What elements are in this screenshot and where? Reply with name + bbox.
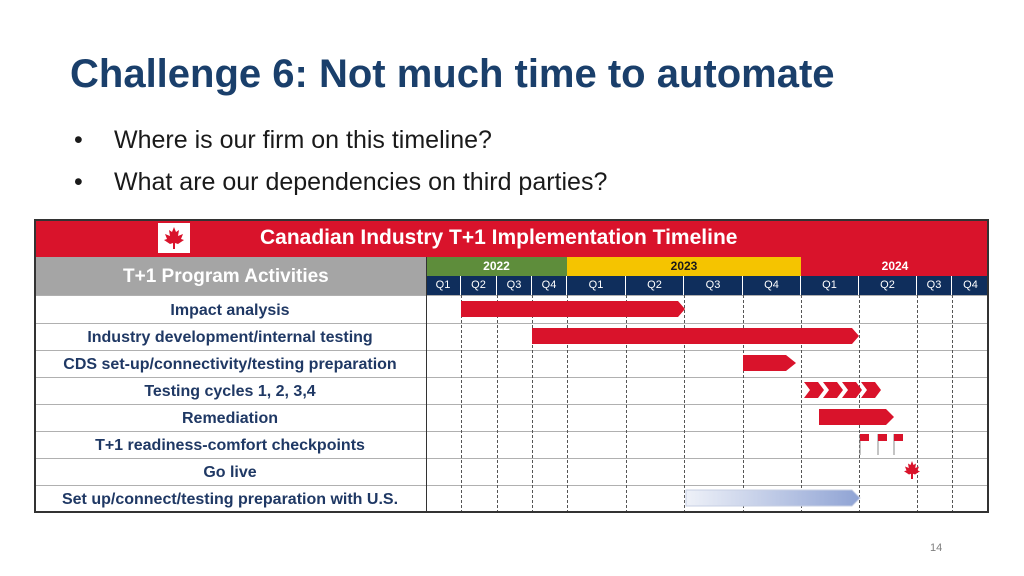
bullet-item [74, 124, 607, 166]
activity-label: Impact analysis [170, 302, 290, 319]
activity-label: T+1 readiness-comfort checkpoints [95, 437, 365, 454]
quarter-cell: Q2 [626, 276, 684, 295]
activity-label: Remediation [181, 410, 278, 427]
quarter-cell: Q2 [461, 276, 497, 295]
bullet-text: Where is our firm on this timeline? [114, 126, 492, 154]
page-number: 14 [930, 542, 943, 554]
quarter-cell: Q4 [952, 276, 989, 295]
quarter-cell: Q3 [684, 276, 743, 295]
bullet-dot-icon: • [74, 168, 83, 196]
year-2023-header: 2023 [567, 257, 801, 276]
quarter-cell: Q3 [497, 276, 532, 295]
quarter-cell: Q3 [917, 276, 952, 295]
activity-label: Go live [203, 464, 257, 481]
quarter-cell: Q1 [426, 276, 461, 295]
year-2024-header: 2024 [801, 257, 989, 276]
quarter-cell: Q2 [859, 276, 917, 295]
activities-header-label: T+1 Program Activities [123, 266, 329, 287]
activity-label: CDS set-up/connectivity/testing preparation [63, 356, 397, 373]
timeline-image [34, 219, 989, 513]
quarter-cell: Q1 [567, 276, 626, 295]
bullet-dot-icon: • [74, 126, 83, 154]
activity-label: Set up/connect/testing preparation with U.S. [61, 491, 399, 508]
timeline-title: Canadian Industry T+1 Implementation Timeline [260, 226, 738, 249]
quarter-cell: Q4 [532, 276, 567, 295]
bullet-list [74, 124, 607, 208]
bullet-item [74, 166, 607, 208]
year-2022-header: 2022 [426, 257, 567, 276]
activity-label: Industry development/internal testing [87, 329, 373, 346]
activity-label: Testing cycles 1, 2, 3,4 [144, 383, 316, 400]
quarter-cell: Q4 [743, 276, 801, 295]
slide-title: Challenge 6: Not much time to automate [70, 52, 835, 96]
bullet-text: What are our dependencies on third parties? [114, 168, 608, 196]
timeline-frame [34, 219, 989, 513]
quarter-cell: Q1 [801, 276, 859, 295]
